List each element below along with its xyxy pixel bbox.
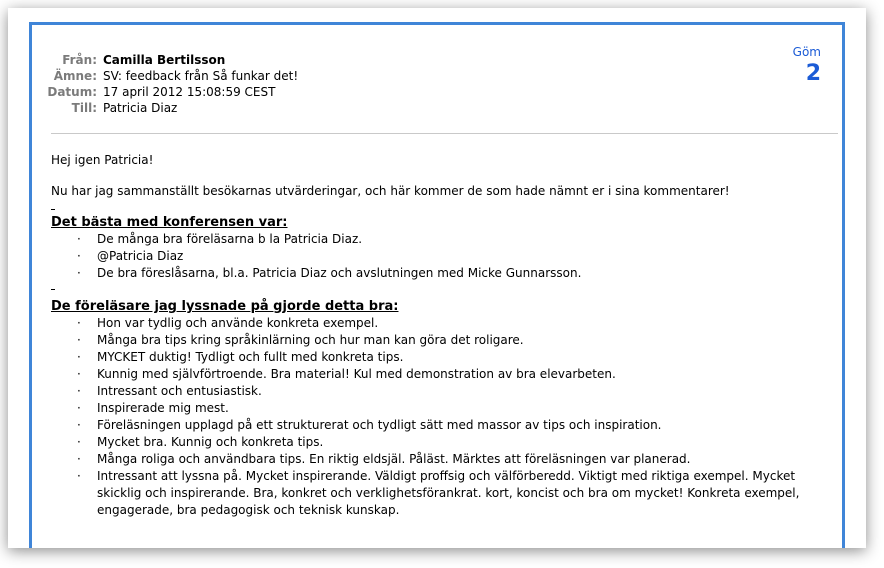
bullet-icon: · bbox=[77, 266, 81, 280]
list-item-text: Intressant och entusiastisk. bbox=[97, 384, 262, 398]
list-item-text: Föreläsningen upplagd på ett strukturerat och tydligt sätt med massor av tips och inspiration. bbox=[97, 418, 662, 432]
message-count-badge: 2 bbox=[805, 61, 821, 86]
list-item-text: Intressant att lyssna på. Mycket inspirerande. Väldigt proffsig och välförberedd. Viktigt med riktiga exempel. Mycket skicklig och inspirerande. Bra, konkret och verklighetsförankrat. kort, koncist och bra om mycket! Konkreta exempel, engagerade, bra pedagogisk och teknisk kunskap. bbox=[97, 469, 800, 517]
bullet-icon: · bbox=[77, 367, 81, 381]
date-label: Datum: bbox=[47, 85, 97, 99]
section2-mark bbox=[51, 289, 55, 290]
to-value[interactable]: Patricia Diaz bbox=[103, 101, 178, 115]
from-value[interactable]: Camilla Bertilsson bbox=[103, 53, 226, 67]
list-item-text: Många bra tips kring språkinlärning och hur man kan göra det roligare. bbox=[97, 333, 524, 347]
list-item-text: De många bra föreläsarna b la Patricia Diaz. bbox=[97, 232, 363, 246]
bullet-icon: · bbox=[77, 384, 81, 398]
list-item bbox=[32, 434, 842, 451]
to-label: Till: bbox=[71, 101, 97, 115]
list-item-text: Kunnig med självförtroende. Bra material! Kul med demonstration av bra elevarbeten. bbox=[97, 367, 616, 381]
list-item bbox=[32, 366, 842, 383]
bullet-icon: · bbox=[77, 452, 81, 466]
list-item bbox=[32, 315, 842, 332]
list-item bbox=[32, 451, 842, 468]
list-item-text: Många roliga och användbara tips. En riktig eldsjäl. Påläst. Märktes att föreläsningen var planerad. bbox=[97, 452, 691, 466]
list-item bbox=[32, 417, 842, 434]
list-item-text: Hon var tydlig och använde konkreta exempel. bbox=[97, 316, 379, 330]
list-item-text: Inspirerade mig mest. bbox=[97, 401, 229, 415]
section1-title: Det bästa med konferensen var: bbox=[51, 215, 288, 230]
list-item-text: De bra föreslåsarna, bl.a. Patricia Diaz och avslutningen med Micke Gunnarsson. bbox=[97, 266, 582, 280]
list-item bbox=[32, 231, 842, 248]
subject-value: SV: feedback från Så funkar det! bbox=[103, 69, 299, 83]
bullet-icon: · bbox=[77, 401, 81, 415]
message-panel bbox=[29, 22, 845, 548]
list-item bbox=[32, 400, 842, 417]
list-item bbox=[32, 383, 842, 400]
bullet-icon: · bbox=[77, 418, 81, 432]
from-label: Från: bbox=[62, 53, 97, 67]
list-item bbox=[32, 468, 842, 519]
subject-label: Ämne: bbox=[53, 69, 97, 83]
hide-header-link[interactable]: Göm bbox=[792, 45, 821, 59]
list-item bbox=[32, 248, 842, 265]
bullet-icon: · bbox=[77, 232, 81, 246]
mail-window bbox=[8, 8, 866, 548]
list-item-text: MYCKET duktig! Tydligt och fullt med konkreta tips. bbox=[97, 350, 404, 364]
header-divider bbox=[51, 133, 838, 134]
section2-title: De föreläsare jag lyssnade på gjorde detta bra: bbox=[51, 299, 399, 314]
section2-list bbox=[32, 315, 842, 519]
list-item bbox=[32, 349, 842, 366]
list-item bbox=[32, 265, 842, 282]
bullet-icon: · bbox=[77, 249, 81, 263]
bullet-icon: · bbox=[77, 316, 81, 330]
list-item-text: Mycket bra. Kunnig och konkreta tips. bbox=[97, 435, 324, 449]
message-content bbox=[32, 25, 842, 548]
list-item bbox=[32, 332, 842, 349]
section1-list bbox=[32, 231, 842, 282]
section1-mark bbox=[51, 209, 55, 210]
bullet-icon: · bbox=[77, 435, 81, 449]
bullet-icon: · bbox=[77, 469, 81, 483]
greeting-text: Hej igen Patricia! bbox=[51, 153, 154, 167]
bullet-icon: · bbox=[77, 333, 81, 347]
bullet-icon: · bbox=[77, 350, 81, 364]
intro-text: Nu har jag sammanställt besökarnas utvärderingar, och här kommer de som hade nämnt er i sina kommentarer! bbox=[51, 184, 730, 198]
date-value: 17 april 2012 15:08:59 CEST bbox=[103, 85, 276, 99]
list-item-text: @Patricia Diaz bbox=[97, 249, 184, 263]
